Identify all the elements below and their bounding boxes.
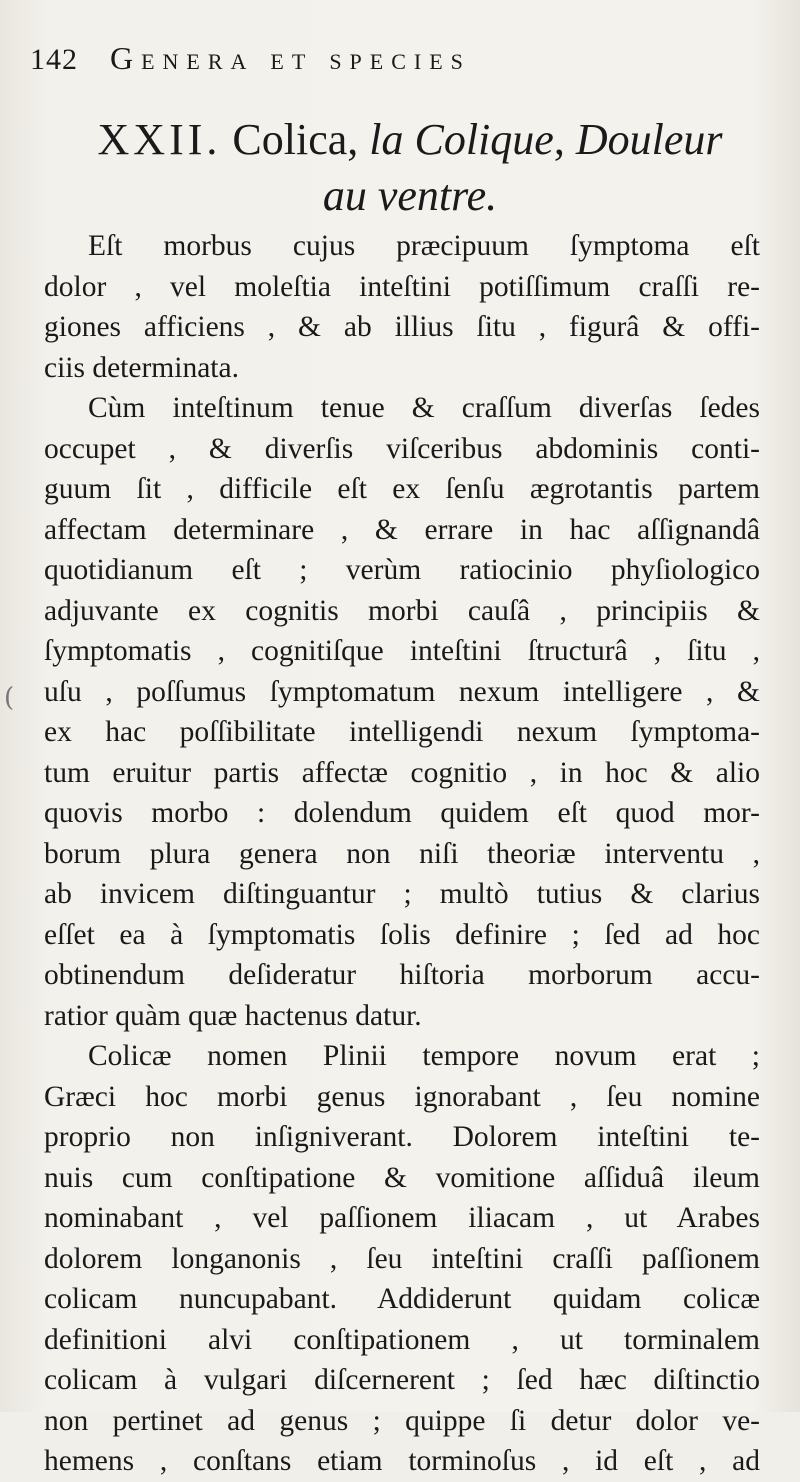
chapter-latin-name: Colica [232,115,348,164]
text-line: adjuvante ex cognitis morbi cauſâ , principiis & [44,594,760,627]
text-line: Græci hoc morbi genus ignorabant , ſeu nomine [44,1080,760,1113]
text-line: borum plura genera non niſi theoriæ interventu , [44,837,760,870]
chapter-separator: , [553,115,565,164]
text-line: quotidianum eſt ; verùm ratiocinio phyſiologico [44,554,760,586]
running-head [30,40,650,77]
text-line: affectam determinare , & errare in hac aſſignandâ [44,513,760,546]
text-line: nuis cum conſtipatione & vomitione aſſiduâ ileum [44,1161,760,1194]
text-line: Cùm inteſtinum tenue & craſſum diverſas ſedes [88,392,760,424]
chapter-french-name: la Colique [369,115,554,164]
text-line: nominabant , vel paſſionem iliacam , ut Arabes [44,1202,760,1234]
text-line: giones afficiens , & ab illius ſitu , figurâ & offi- [44,311,760,343]
paragraph-1 [44,226,760,388]
text-line: dolorem longanonis , ſeu inteſtini craſſi paſſionem [44,1242,760,1275]
text-line: non pertinet ad genus ; quippe ſi detur dolor ve- [44,1404,760,1437]
text-line: colicam nuncupabant. Addiderunt quidam colicæ [44,1283,760,1315]
text-line: ex hac poſſibilitate intelligendi nexum ſymptoma- [44,716,760,748]
paragraph-2 [44,388,760,1036]
text-line: hemens , conſtans etiam torminoſus , id eſt , ad [44,1445,760,1477]
text-line: Colicæ nomen Plinii tempore novum erat ; [88,1040,760,1072]
running-title: Genera et species [110,40,471,76]
text-line: ratior quàm quæ hactenus datur. [44,999,422,1032]
text-line: colicam à vulgari diſcernerent ; ſed hæc diſtinctio [44,1364,760,1396]
text-line: occupet , & diverſis viſceribus abdominis conti- [44,432,760,465]
text-line: proprio non inſigniverant. Dolorem inteſtini te- [44,1121,760,1153]
text-line: dolor , vel moleſtia inteſtini potiſſimum craſſi re- [44,270,760,303]
text-line: tum eruitur partis affectæ cognitio , in hoc & alio [44,756,760,789]
body-text [44,226,760,1482]
chapter-french-name-3: au ventre. [322,171,498,220]
text-line: definitioni alvi conſtipationem , ut torminalem [44,1323,760,1356]
page-number: 142 [30,43,78,76]
chapter-number: XXII. [97,115,222,164]
text-line: ab invicem diſtinguantur ; multò tutius & clarius [44,878,760,910]
chapter-french-name-2: Douleur [575,115,723,164]
text-line: Eſt morbus cujus præcipuum ſymptoma eſt [88,230,760,262]
text-line: uſu , poſſumus ſymptomatum nexum intelligere , & [44,675,760,708]
text-line: guum ſit , difficile eſt ex ſenſu ægrotantis partem [44,473,760,505]
text-line: ciis determinata. [44,351,239,384]
text-line: eſſet ea à ſymptomatis ſolis definire ; ſed ad hoc [44,918,760,951]
text-line: ſymptomatis , cognitiſque inteſtini ſtructurâ , ſitu , [44,635,760,667]
paragraph-3 [44,1036,760,1482]
margin-bracket-mark: ( [4,683,15,713]
text-line: obtinendum deſideratur hiſtoria morborum accu- [44,959,760,991]
chapter-heading: XXII. Colica, la Colique, Douleur au ventre. [97,115,723,220]
text-line: quovis morbo : dolendum quidem eſt quod mor- [44,797,760,829]
